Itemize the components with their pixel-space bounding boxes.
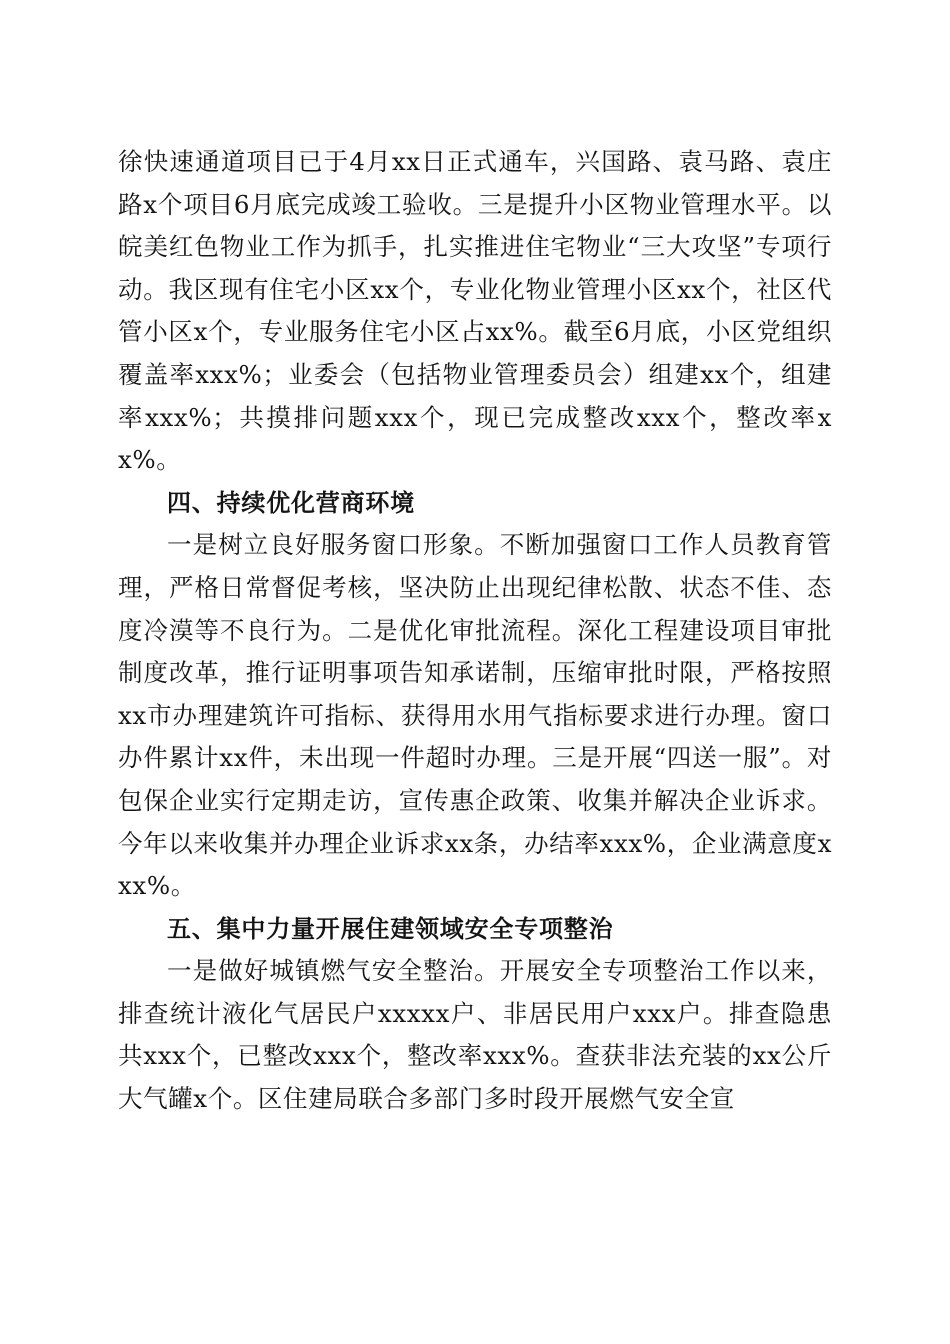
document-body [118, 141, 832, 1121]
section-heading-4: 四、持续优化营商环境 [167, 488, 415, 517]
paragraph-continuation: 徐快速通道项目已于4月xx日正式通车，兴国路、袁马路、袁庄路x个项目6月底完成竣工验收。三是提升小区物业管理水平。以皖美红色物业工作为抓手，扎实推进住宅物业“三大攻坚”专项行动。我区现有住宅小区xx个，专业化物业管理小区xx个，社区代管小区x个，专业服务住宅小区占xx%。截至6月底，小区党组织覆盖率xxx%；业委会（包括物业管理委员会）组建xx个，组建率xxx%；共摸排问题xxx个，现已完成整改xxx个，整改率xx%。 [118, 147, 832, 475]
paragraph-section-4: 一是树立良好服务窗口形象。不断加强窗口工作人员教育管理，严格日常督促考核，坚决防止出现纪律松散、状态不佳、态度冷漠等不良行为。二是优化审批流程。深化工程建设项目审批制度改革，推行证明事项告知承诺制，压缩审批时限，严格按照xx市办理建筑许可指标、获得用水用气指标要求进行办理。窗口办件累计xx件，未出现一件超时办理。三是开展“四送一服”。对包保企业实行定期走访，宣传惠企政策、收集并解决企业诉求。今年以来收集并办理企业诉求xx条，办结率xxx%，企业满意度xxx%。 [118, 530, 832, 901]
paragraph-section-5: 一是做好城镇燃气安全整治。开展安全专项整治工作以来，排查统计液化气居民户xxxxx户、非居民用户xxx户。排查隐患共xxx个，已整改xxx个，整改率xxx%。查获非法充装的xx公斤大气罐x个。区住建局联合多部门多时段开展燃气安全宣 [118, 956, 832, 1114]
section-heading-5: 五、集中力量开展住建领域安全专项整治 [167, 914, 614, 943]
